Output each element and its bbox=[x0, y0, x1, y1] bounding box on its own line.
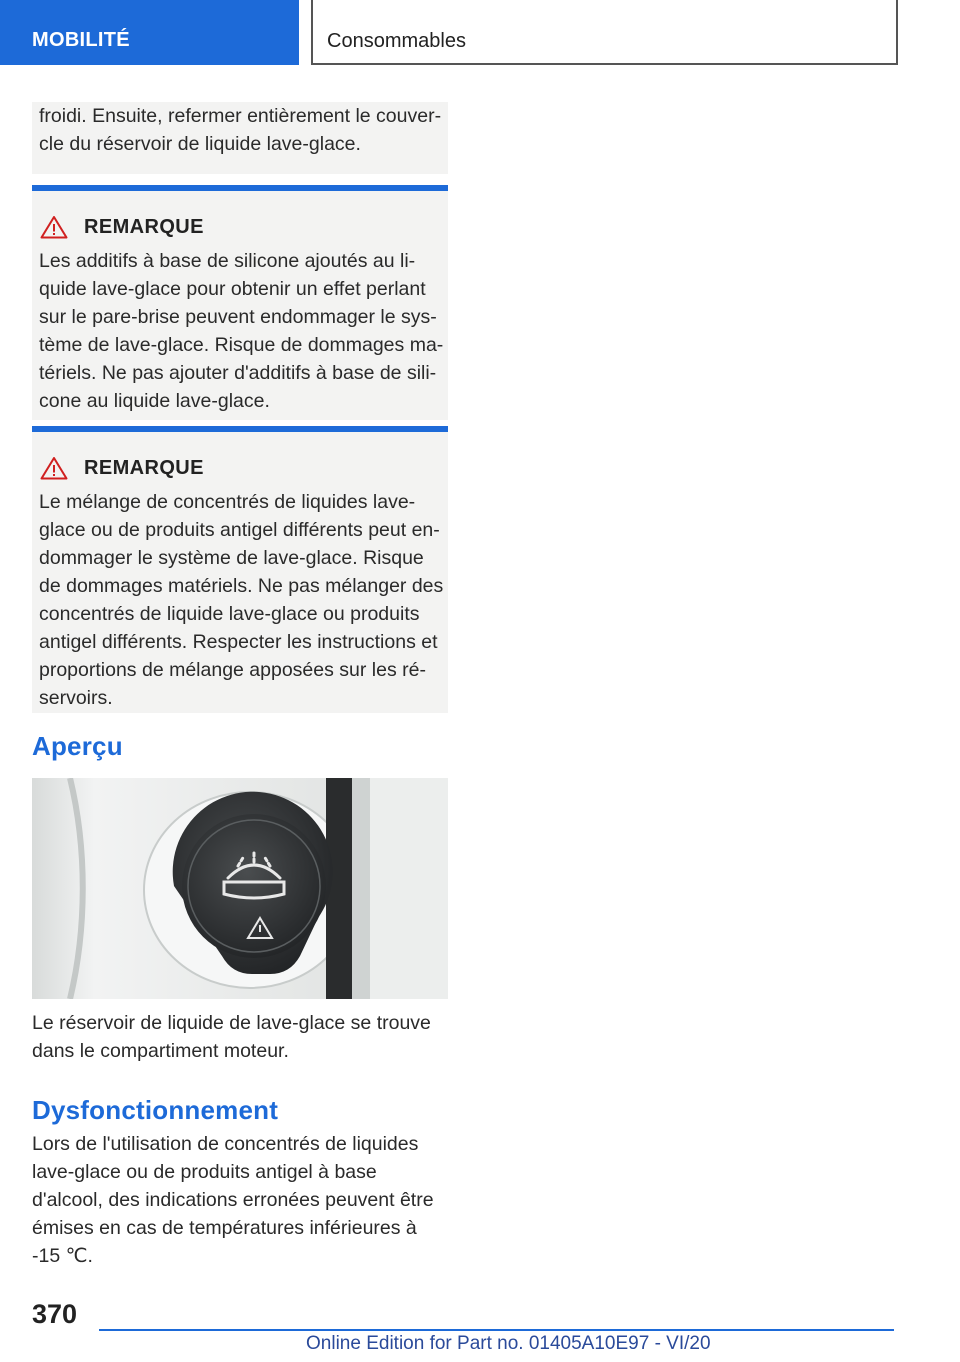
overview-caption: Le réservoir de liquide de lave-glace se trouve dans le compartiment moteur. bbox=[32, 1012, 431, 1062]
malfunction-text: Lors de l'utilisation de concentrés de liquides lave-glace ou de produits antigel à base d'alcool, des indications erronées peuvent être émises en cas de températures inférieures à -15 ℃. bbox=[32, 1133, 434, 1267]
warning-box-2 bbox=[32, 426, 448, 713]
header-section-label: MOBILITÉ bbox=[32, 29, 130, 51]
warning-text: Le mélange de concentrés de liquides lave-glace ou de produits antigel différents peut en-dommager le système de lave-glace. Risque de dommages matériels. Ne pas mélanger des concentrés de liquide lave-glace ou produits antigel différents. Respecter les instructions et proportions de mélange apposées sur les ré-servoirs. bbox=[39, 491, 444, 709]
header-section-tab bbox=[0, 0, 299, 65]
footer-divider bbox=[99, 1329, 894, 1331]
header-chapter-label: Consommables bbox=[327, 30, 466, 52]
warning-box-1 bbox=[32, 185, 448, 420]
warning-header bbox=[40, 454, 204, 482]
intro-box bbox=[32, 102, 448, 174]
washer-reservoir-image bbox=[32, 778, 448, 999]
header-chapter-tab bbox=[311, 0, 898, 65]
footer-edition-text: Online Edition for Part no. 01405A10E97 - VI/20 bbox=[306, 1333, 711, 1354]
malfunction-heading: Dysfonctionnement bbox=[32, 1095, 279, 1125]
warning-title: REMARQUE bbox=[84, 215, 204, 238]
intro-text: froidi. Ensuite, refermer entièrement le couver-cle du réservoir de liquide lave-glace. bbox=[39, 105, 442, 155]
overview-heading: Aperçu bbox=[32, 731, 123, 761]
warning-header bbox=[40, 213, 204, 241]
washer-reservoir-illustration bbox=[32, 778, 448, 999]
warning-text: Les additifs à base de silicone ajoutés au li-quide lave-glace pour obtenir un effet perlant sur le pare-brise peuvent endommager le sys-tème de lave-glace. Risque de dommages ma-tériels. Ne pas ajouter d'additifs à base de sili-cone au liquide lave-glace. bbox=[39, 250, 444, 412]
page-number: 370 bbox=[32, 1299, 78, 1329]
warning-triangle-icon bbox=[40, 215, 68, 239]
warning-triangle-icon bbox=[40, 456, 68, 480]
warning-title: REMARQUE bbox=[84, 456, 204, 479]
